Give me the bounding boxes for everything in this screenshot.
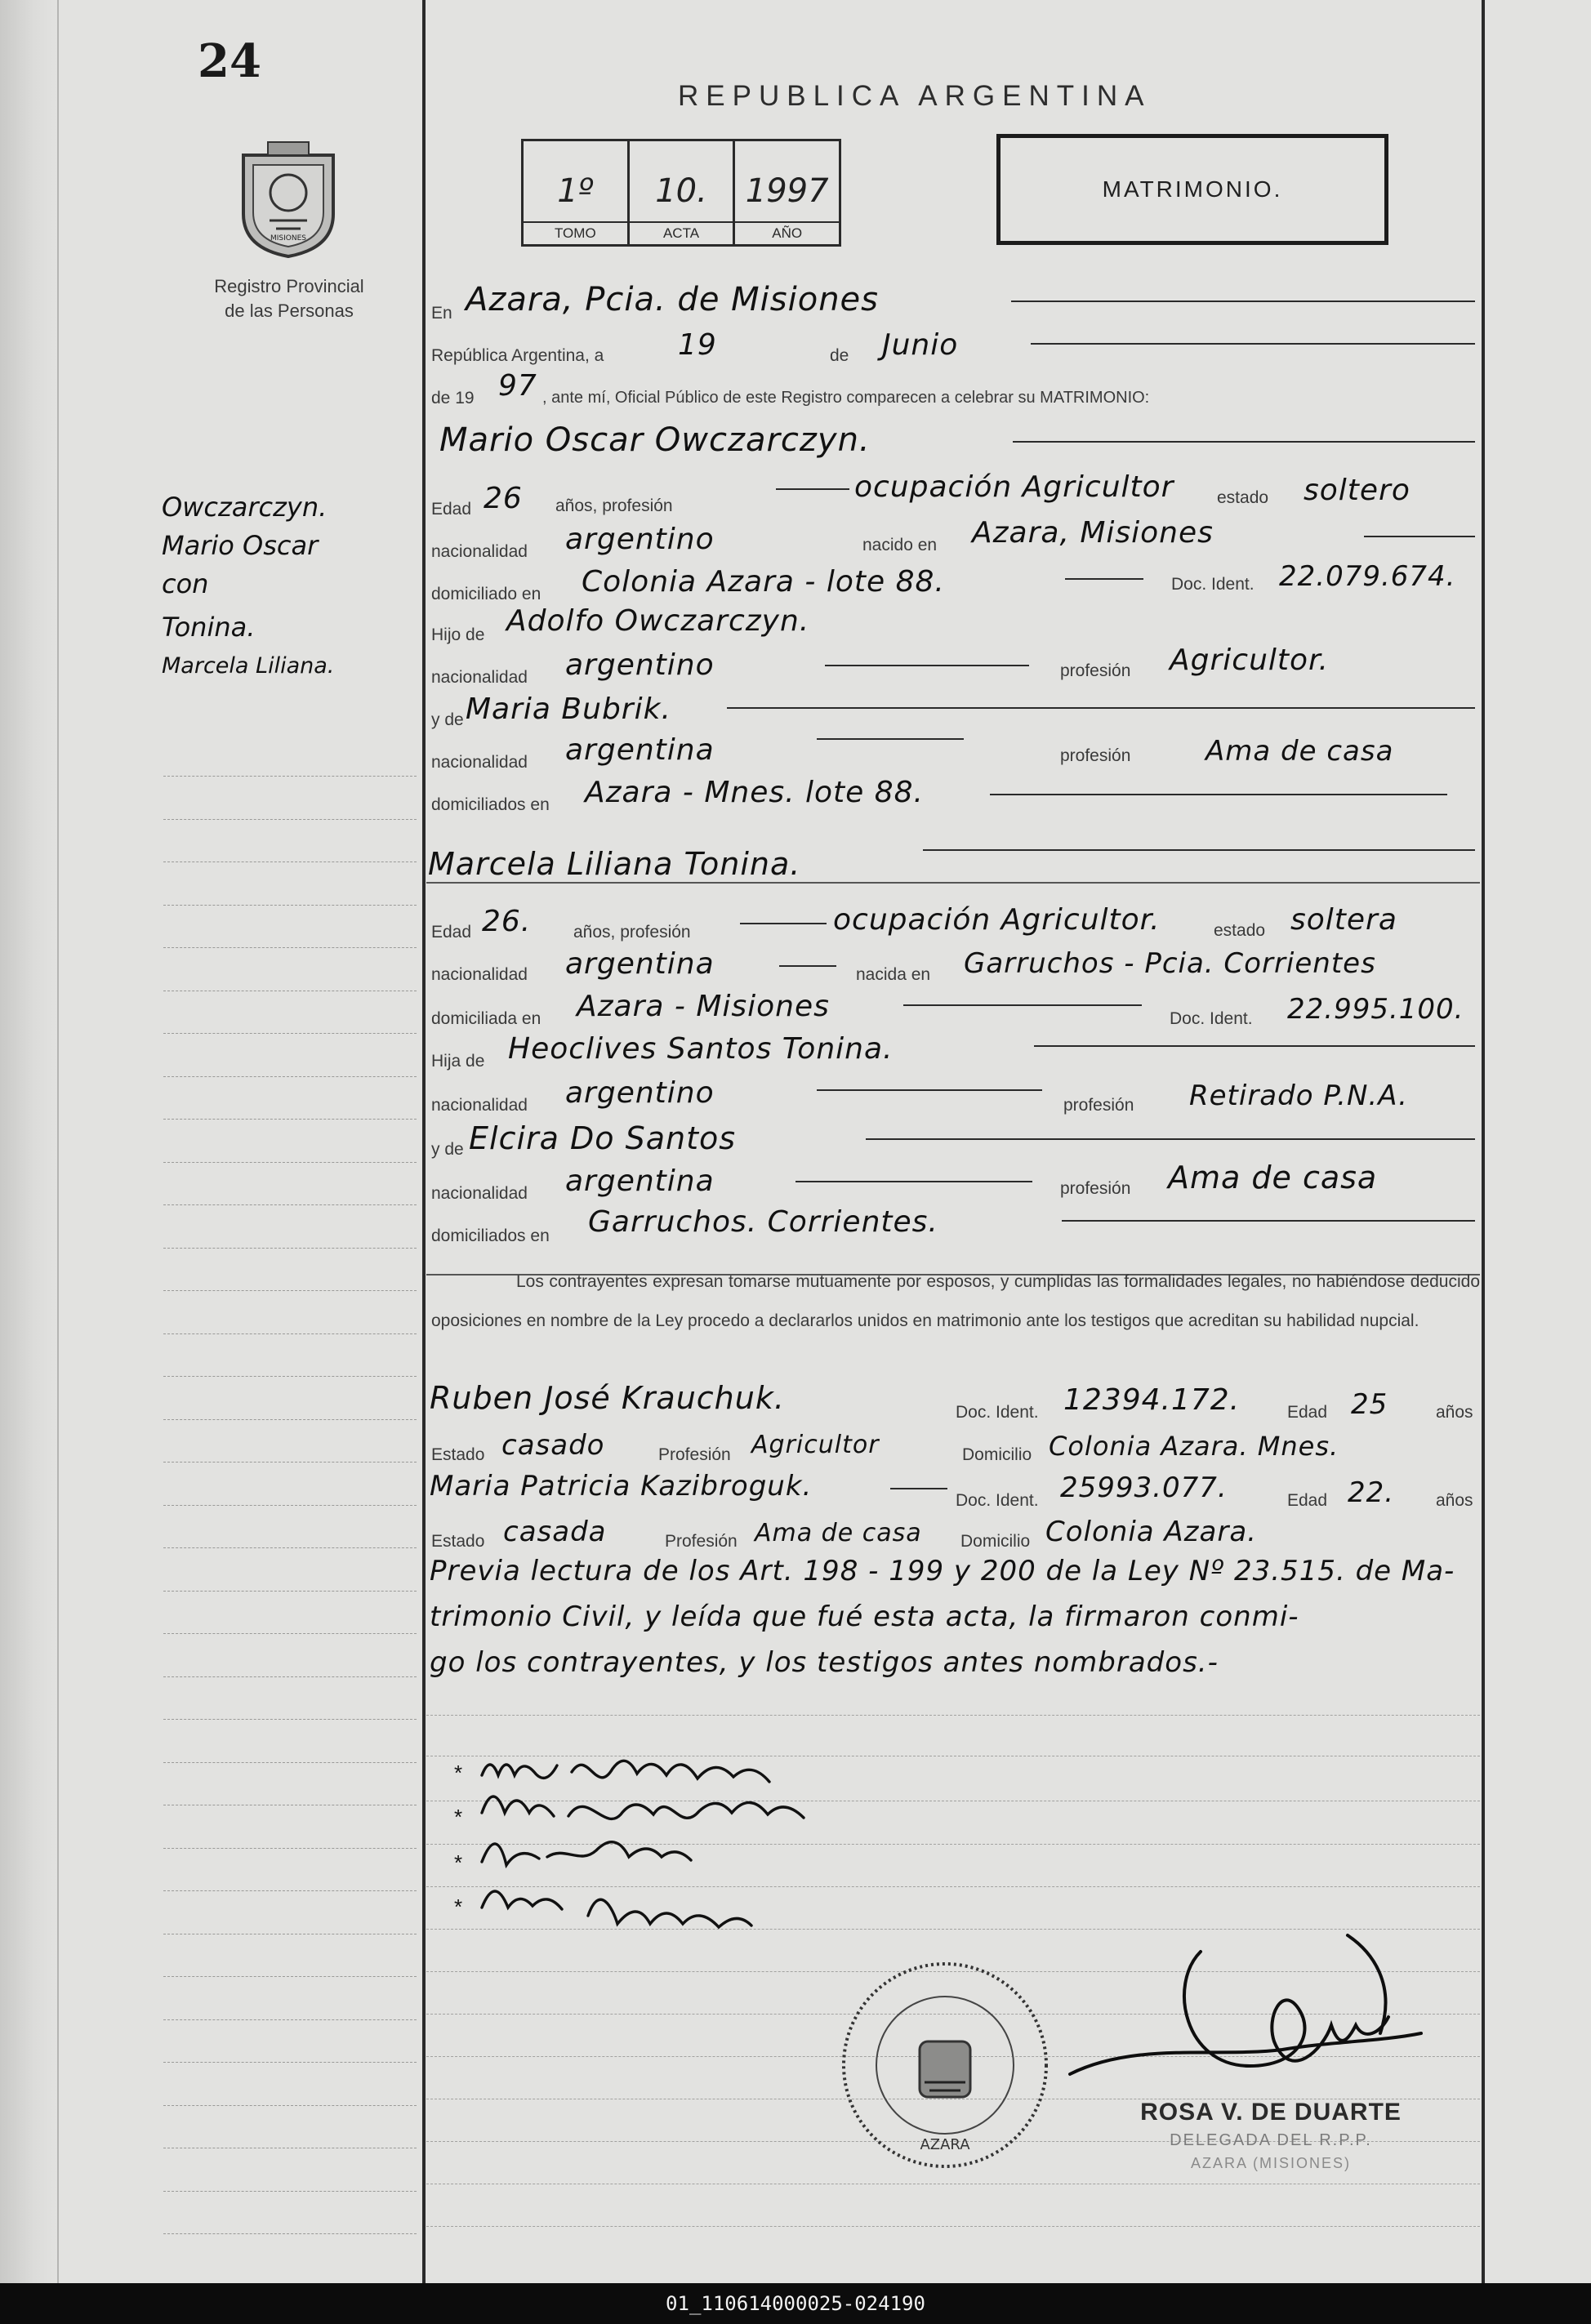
underline <box>1062 1220 1475 1222</box>
witness1-domicilio: Colonia Azara. Mnes. <box>1049 1431 1339 1462</box>
witness2-profesion: Ama de casa <box>755 1519 922 1547</box>
witness2-profesion-label: Profesión <box>665 1532 738 1551</box>
witness1-edad-label: Edad <box>1287 1403 1328 1422</box>
witness2-estado-label: Estado <box>431 1532 485 1551</box>
tomo-acta-ano-box <box>521 139 841 247</box>
groom-madre-prof: Ama de casa <box>1206 735 1394 768</box>
document-type-box: MATRIMONIO. <box>996 134 1388 245</box>
underline <box>796 1181 1032 1182</box>
bride-profesion: ocupación Agricultor. <box>833 903 1161 937</box>
tomo-value: 1º <box>557 172 594 210</box>
registry-caption <box>185 274 394 323</box>
witness2-anos-label: años <box>1436 1491 1473 1510</box>
groom-name: Mario Oscar Owczarczyn. <box>439 421 871 459</box>
month-value: Junio <box>882 328 959 362</box>
svg-text:*: * <box>454 1850 463 1875</box>
section-divider <box>426 882 1480 884</box>
bride-doc-label: Doc. Ident. <box>1170 1009 1253 1028</box>
margin-rule <box>163 1333 417 1334</box>
underline <box>923 849 1475 851</box>
svg-text:MISIONES: MISIONES <box>270 234 307 243</box>
margin-note-line: Owczarczyn. <box>162 492 328 523</box>
day-value: 19 <box>678 328 717 362</box>
yde-label: y de <box>431 710 464 729</box>
official-stamp-icon <box>840 1960 1050 2170</box>
groom-anos-label: años, profesión <box>555 496 673 515</box>
groom-padre-prof: Agricultor. <box>1170 643 1329 677</box>
hija-label: Hija de <box>431 1052 485 1071</box>
bride-padres-dom: Garruchos. Corrientes. <box>588 1205 938 1239</box>
groom-padre: Adolfo Owczarczyn. <box>506 604 810 638</box>
bride-madre-prof-label: profesión <box>1060 1179 1131 1198</box>
witness2-edad-label: Edad <box>1287 1491 1328 1510</box>
ano-cell <box>735 141 839 244</box>
margin-rule <box>163 1162 417 1163</box>
witness1-profesion-label: Profesión <box>658 1445 731 1464</box>
signatures-graphic <box>425 1747 996 1943</box>
year-suffix: 97 <box>498 369 537 403</box>
groom-profesion: ocupación Agricultor <box>854 470 1174 504</box>
registry-line1: Registro Provincial <box>214 276 364 296</box>
ano-value: 1997 <box>745 172 829 210</box>
margin-rule <box>163 1076 417 1077</box>
margin-rule <box>163 1505 417 1506</box>
bride-padre-nac-label: nacionalidad <box>431 1096 528 1115</box>
underline <box>1034 1045 1475 1047</box>
official-signature-graphic <box>1037 1919 1446 2099</box>
bride-padre-prof: Retirado P.N.A. <box>1189 1080 1408 1112</box>
margin-rule <box>163 1119 417 1120</box>
bride-padres-dom-label: domiciliados en <box>431 1227 550 1245</box>
groom-edad: 26 <box>484 482 523 515</box>
page-rule <box>426 2226 1480 2227</box>
witness2-edad: 22. <box>1348 1476 1395 1509</box>
underline <box>1364 536 1475 537</box>
witness2-name: Maria Patricia Kazibroguk. <box>430 1470 813 1503</box>
bride-nac-label: nacionalidad <box>431 965 528 984</box>
witness1-anos-label: años <box>1436 1403 1473 1422</box>
groom-padre-nac-label: nacionalidad <box>431 668 528 687</box>
groom-nac-label: nacionalidad <box>431 542 528 561</box>
svg-text:*: * <box>454 1894 463 1919</box>
image-id-footer: 01_110614000025-024190 <box>0 2283 1591 2324</box>
underline <box>776 488 849 490</box>
witness2-domicilio-label: Domicilio <box>960 1532 1031 1551</box>
svg-text:AZARA: AZARA <box>920 2136 970 2153</box>
witness1-profesion: Agricultor <box>751 1431 880 1459</box>
groom-padres-dom-label: domiciliados en <box>431 795 550 814</box>
groom-padre-prof-label: profesión <box>1060 661 1131 680</box>
underline <box>817 1089 1042 1091</box>
bride-madre-prof: Ama de casa <box>1168 1160 1378 1195</box>
witness1-domicilio-label: Domicilio <box>962 1445 1032 1464</box>
margin-rule <box>163 776 417 777</box>
statement-text: , ante mí, Oficial Público de este Registro comparecen a celebrar su MATRIMONIO: <box>542 389 1150 407</box>
witness1-name: Ruben José Krauchuk. <box>430 1380 785 1416</box>
margin-rule <box>163 1890 417 1891</box>
groom-madre: Maria Bubrik. <box>466 692 671 726</box>
margin-rule <box>163 1976 417 1977</box>
groom-domicilio-label: domiciliado en <box>431 585 541 603</box>
witness2-doc-label: Doc. Ident. <box>956 1491 1039 1510</box>
witness1-doc-label: Doc. Ident. <box>956 1403 1039 1422</box>
witness1-estado: casado <box>501 1429 605 1462</box>
groom-doc: 22.079.674. <box>1279 560 1456 593</box>
declaration-text <box>431 1262 1480 1341</box>
underline <box>1011 301 1475 302</box>
closing-line: go los contrayentes, y los testigos antes nombrados.- <box>430 1646 1219 1679</box>
margin-rule <box>163 2062 417 2063</box>
margin-rule <box>163 2191 417 2192</box>
witness2-domicilio: Colonia Azara. <box>1045 1516 1257 1548</box>
margin-rule <box>163 1290 417 1291</box>
margin-rule <box>163 861 417 862</box>
groom-estado: soltero <box>1304 474 1411 507</box>
margin-rule <box>163 1033 417 1034</box>
margin-rule <box>163 2233 417 2234</box>
bride-nacionalidad: argentina <box>565 947 715 981</box>
margin-note-line: Tonina. <box>162 612 256 643</box>
underline <box>740 923 827 924</box>
page-number: 24 <box>198 34 261 88</box>
bride-madre-nac: argentina <box>565 1164 715 1198</box>
witness1-estado-label: Estado <box>431 1445 485 1464</box>
margin-rule <box>163 905 417 906</box>
svg-text:*: * <box>454 1805 463 1829</box>
underline <box>990 794 1447 795</box>
witness1-doc: 12394.172. <box>1063 1383 1241 1417</box>
declaration-body: Los contrayentes expresan tomarse mutuamente por esposos, y cumplidas las formalidades legales, no habiéndose deducido oposiciones en nombre de la Ley procedo a declararlos unidos en matrimonio ante los testigos que acreditan su habilidad nupcial. <box>431 1272 1480 1330</box>
bride-domicilio: Azara - Misiones <box>577 990 830 1023</box>
official-place: AZARA (MISIONES) <box>1190 2155 1352 2171</box>
official-role: DELEGADA DEL R.P.P. <box>1170 2131 1372 2149</box>
margin-rule <box>163 1633 417 1634</box>
underline <box>1031 343 1475 345</box>
en-label: En <box>431 304 452 323</box>
groom-padre-nac: argentino <box>565 648 715 682</box>
registry-line2: de las Personas <box>225 301 354 321</box>
underline <box>903 1004 1142 1006</box>
bride-doc: 22.995.100. <box>1287 993 1464 1026</box>
groom-estado-label: estado <box>1217 488 1269 507</box>
official-block <box>1107 2099 1434 2172</box>
underline <box>727 707 1475 709</box>
margin-rule <box>163 1848 417 1849</box>
right-border <box>1482 0 1485 2283</box>
margin-note-line: con <box>162 568 209 599</box>
underline <box>817 738 964 740</box>
place-value: Azara, Pcia. de Misiones <box>466 281 879 318</box>
margin-rule <box>163 1762 417 1763</box>
country-title: REPUBLICA ARGENTINA <box>678 80 1152 112</box>
margin-rule <box>163 1204 417 1205</box>
bride-padre-prof-label: profesión <box>1063 1096 1134 1115</box>
margin-rule <box>163 1376 417 1377</box>
groom-doc-label: Doc. Ident. <box>1171 575 1255 594</box>
groom-madre-nac-label: nacionalidad <box>431 753 528 772</box>
official-name: ROSA V. DE DUARTE <box>1140 2099 1402 2126</box>
groom-nacido: Azara, Misiones <box>972 516 1214 550</box>
hijo-label: Hijo de <box>431 626 485 644</box>
page-rule <box>426 1715 1480 1716</box>
margin-note-line: Mario Oscar <box>162 530 319 561</box>
ano-label: AÑO <box>735 221 839 244</box>
margin-rule <box>163 819 417 820</box>
underline <box>1013 441 1475 443</box>
underline <box>1065 578 1143 580</box>
underline <box>825 665 1029 666</box>
bride-madre: Elcira Do Santos <box>469 1120 737 1156</box>
bride-nacida: Garruchos - Pcia. Corrientes <box>964 947 1376 980</box>
margin-rule <box>163 947 417 948</box>
tomo-cell <box>524 141 630 244</box>
groom-edad-label: Edad <box>431 500 472 519</box>
margin-rule <box>163 1419 417 1420</box>
margin-rule <box>163 1591 417 1592</box>
margin-rule <box>163 1719 417 1720</box>
acta-cell <box>630 141 736 244</box>
groom-nacido-label: nacido en <box>862 536 938 554</box>
bride-padre: Heoclives Santos Tonina. <box>508 1032 894 1066</box>
groom-domicilio: Colonia Azara - lote 88. <box>582 565 945 599</box>
province-seal-icon <box>237 139 340 258</box>
margin-rule <box>163 1676 417 1677</box>
margin-rule <box>163 1547 417 1548</box>
margin-note <box>162 488 407 685</box>
margin-note-line: Marcela Liliana. <box>162 653 335 679</box>
bride-edad: 26. <box>482 905 532 938</box>
witness2-estado: casada <box>503 1516 607 1548</box>
acta-value: 10. <box>655 172 707 210</box>
witness1-edad: 25 <box>1351 1388 1388 1421</box>
bride-name: Marcela Liliana Tonina. <box>428 846 801 882</box>
de-label: de <box>830 346 849 365</box>
margin-rule <box>163 2105 417 2106</box>
underline <box>866 1138 1475 1140</box>
acta-label: ACTA <box>630 221 733 244</box>
republica-label: República Argentina, a <box>431 346 604 365</box>
bride-estado-label: estado <box>1214 921 1266 940</box>
bride-anos-label: años, profesión <box>573 923 691 942</box>
bride-madre-nac-label: nacionalidad <box>431 1184 528 1203</box>
margin-rule <box>163 1462 417 1463</box>
margin-rule <box>163 1248 417 1249</box>
underline <box>779 965 836 967</box>
groom-madre-prof-label: profesión <box>1060 746 1131 765</box>
bride-estado: soltera <box>1290 903 1397 937</box>
closing-line: trimonio Civil, y leída que fué esta acta, la firmaron conmi- <box>430 1601 1299 1633</box>
bride-padre-nac: argentino <box>565 1076 715 1110</box>
closing-line: Previa lectura de los Art. 198 - 199 y 200 de la Ley Nº 23.515. de Ma- <box>430 1555 1455 1587</box>
year-prefix: de 19 <box>431 389 475 407</box>
book-binding <box>0 0 59 2283</box>
bride-nacida-label: nacida en <box>856 965 931 984</box>
svg-text:*: * <box>454 1761 463 1785</box>
groom-nacionalidad: argentino <box>565 523 715 556</box>
tomo-label: TOMO <box>524 221 627 244</box>
underline <box>890 1488 947 1489</box>
margin-rule <box>163 2019 417 2020</box>
groom-madre-nac: argentina <box>565 733 715 767</box>
witness2-doc: 25993.077. <box>1060 1471 1228 1504</box>
bride-domicilio-label: domiciliada en <box>431 1009 541 1028</box>
bride-edad-label: Edad <box>431 923 472 942</box>
bride-yde-label: y de <box>431 1140 464 1159</box>
groom-padres-dom: Azara - Mnes. lote 88. <box>585 776 924 809</box>
